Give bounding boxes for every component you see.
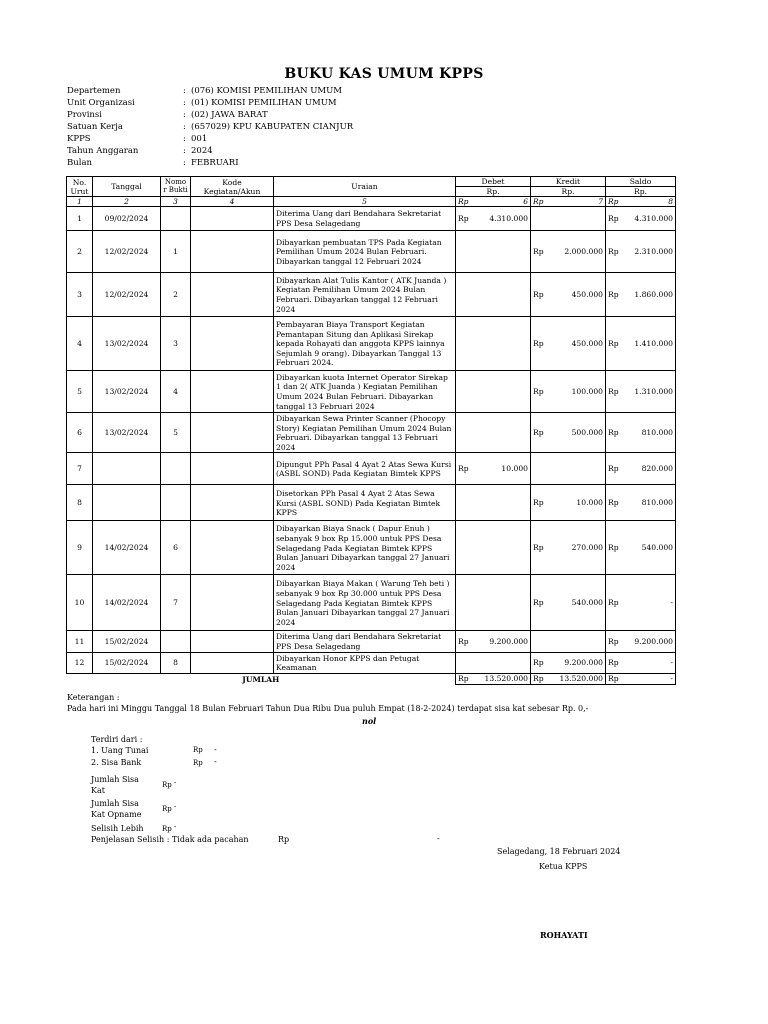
rp-label: Rp [533, 339, 544, 348]
column-number: 5 [274, 197, 456, 207]
total-kredit-value: 13.520.000 [559, 674, 603, 684]
row-no: 4 [67, 317, 93, 371]
header-colon: : [183, 98, 186, 108]
debet-cell [456, 631, 531, 652]
row-date: 14/02/2024 [93, 521, 161, 575]
col-header-debet: Debet [456, 177, 531, 187]
saldo-value: 1.860.000 [634, 290, 673, 299]
col-header-nomor-bukti: Nomo r Bukti [161, 177, 191, 197]
row-date [93, 485, 161, 521]
penjelasan-label: Penjelasan Selisih : Tidak ada pacahan [91, 835, 249, 844]
saldo-cell [606, 652, 676, 673]
rp-label: Rp [533, 674, 544, 684]
row-bukti: 6 [161, 521, 191, 575]
column-number [606, 197, 676, 207]
header-value: 001 [191, 134, 208, 144]
row-no: 10 [67, 575, 93, 631]
document-title: BUKU KAS UMUM KPPS [284, 66, 484, 82]
rp-label: Rp [458, 197, 469, 206]
debet-cell [456, 207, 531, 231]
row-kode [191, 652, 274, 673]
row-bukti: 1 [161, 231, 191, 273]
saldo-value: 1.410.000 [634, 339, 673, 348]
row-kode [191, 231, 274, 273]
kredit-cell [531, 231, 606, 273]
uang-tunai-value: - [214, 745, 217, 754]
row-date: 14/02/2024 [93, 575, 161, 631]
row-no: 12 [67, 652, 93, 673]
row-bukti: 7 [161, 575, 191, 631]
kredit-cell [531, 575, 606, 631]
row-date: 13/02/2024 [93, 317, 161, 371]
row-no: 11 [67, 631, 93, 652]
kredit-cell [531, 453, 606, 485]
col-header-tanggal: Tanggal [93, 177, 161, 197]
saldo-value: 810.000 [641, 498, 673, 508]
col-subheader-kredit-rp: Rp. [531, 187, 606, 197]
total-label: JUMLAH [67, 673, 456, 684]
rp-label: Rp [608, 290, 619, 299]
table-row [67, 207, 676, 231]
column-number-row [67, 197, 676, 207]
debet-value: 4.310.000 [489, 214, 528, 223]
kredit-value: 500.000 [571, 428, 603, 438]
sisa-bank-value: - [214, 757, 217, 766]
row-uraian: Dibayarkan Alat Tulis Kantor ( ATK Juanda ) Kegiatan Pemilihan Umum 2024 Bulan Februari. Dibayarkan tanggal 12 Februari 2024 [274, 273, 456, 317]
total-saldo-cell [606, 673, 676, 684]
table-row [67, 521, 676, 575]
row-kode [191, 575, 274, 631]
total-debet-value: 13.520.000 [484, 674, 528, 684]
debet-cell [456, 273, 531, 317]
row-uraian: Dibayarkan Honor KPPS dan Petugat Keamanan [274, 652, 456, 673]
sisa-bank-rp: Rp [193, 759, 203, 767]
table-row [67, 631, 676, 652]
row-bukti: 8 [161, 652, 191, 673]
penjelasan-value: - [437, 834, 440, 843]
signer-name: ROHAYATI [540, 930, 588, 940]
rp-label: Rp [533, 543, 544, 553]
kredit-value: 540.000 [571, 598, 603, 608]
header-label: Satuan Kerja [67, 122, 123, 132]
rp-label: Rp [608, 197, 619, 206]
row-kode [191, 371, 274, 413]
rp-label: Rp [458, 214, 469, 223]
row-date: 13/02/2024 [93, 413, 161, 453]
saldo-value: 810.000 [641, 428, 673, 438]
kredit-cell [531, 631, 606, 652]
row-uraian: Dibayarkan pembuatan TPS Pada Kegiatan Pemilihan Umum 2024 Bulan Februari. Dibayarkan tanggal 12 Februari 2024 [274, 231, 456, 273]
col-header-uraian: Uraian [274, 177, 456, 197]
saldo-cell [606, 413, 676, 453]
jumlah-sisa-kat-label-1: Jumlah Sisa [91, 775, 139, 784]
rp-label: Rp [458, 674, 469, 684]
terdiri-label: Terdiri dari : [91, 735, 143, 744]
keterangan-text: Pada hari ini Minggu Tanggal 18 Bulan Februari Tahun Dua Ribu Dua puluh Empat (18-2-2024) terdapat sisa kat sebesar Rp. 0,- [67, 704, 589, 713]
row-kode [191, 453, 274, 485]
col-subheader-saldo-rp: Rp. [606, 187, 676, 197]
rp-label: Rp [608, 636, 619, 646]
row-kode [191, 273, 274, 317]
saldo-cell [606, 453, 676, 485]
kredit-cell [531, 371, 606, 413]
debet-cell [456, 521, 531, 575]
row-bukti [161, 485, 191, 521]
penjelasan-rp: Rp [278, 835, 290, 844]
row-uraian: Pembayaran Biaya Transport Kegiatan Pemantapan Situng dan Aplikasi Sirekap kepada Rohayati dan anggota KPPS lainnya Sejumlah 9 orang). Dibayarkan Tanggal 13 Februari 2024. [274, 317, 456, 371]
table-row [67, 453, 676, 485]
table-row [67, 413, 676, 453]
row-no: 9 [67, 521, 93, 575]
rp-label: Rp [608, 464, 619, 474]
row-date: 12/02/2024 [93, 273, 161, 317]
rp-label: Rp [608, 498, 619, 508]
rp-label: Rp [533, 290, 544, 299]
row-uraian: Dipungut PPh Pasal 4 Ayat 2 Atas Sewa Kursi (ASBL SOND) Pada Kegiatan Bimtek KPPS [274, 453, 456, 485]
row-no: 5 [67, 371, 93, 413]
row-bukti [161, 453, 191, 485]
rp-label: Rp [533, 598, 544, 608]
nol-text: nol [362, 716, 377, 726]
debet-cell [456, 317, 531, 371]
saldo-value: 540.000 [641, 543, 673, 553]
saldo-value: 2.310.000 [634, 247, 673, 256]
saldo-cell [606, 575, 676, 631]
row-bukti: 5 [161, 413, 191, 453]
column-number-value: 6 [523, 197, 528, 206]
row-kode [191, 485, 274, 521]
column-number-value: 8 [668, 197, 673, 206]
jumlah-opname-rp: Rp [162, 805, 172, 813]
header-label: KPPS [67, 134, 91, 144]
column-number-value: 7 [598, 197, 603, 206]
row-date: 12/02/2024 [93, 231, 161, 273]
rp-label: Rp [608, 598, 619, 608]
rp-label: Rp [608, 428, 619, 438]
kredit-cell [531, 317, 606, 371]
row-uraian: Dibayarkan Biaya Makan ( Warung Teh beti ) sebanyak 9 box Rp 30.000 untuk PPS Desa Selagedang Pada Kegiatan Bimtek KPPS Bulan Januari Dibayarkan tanggal 27 Januari 2024 [274, 575, 456, 631]
header-colon: : [183, 122, 186, 132]
kredit-value: 100.000 [571, 387, 603, 396]
row-uraian: Dibayarkan Sewa Printer Scanner (Phocopy Story) Kegiatan Pemilihan Umum 2024 Bulan Februari. Dibayarkan tanggal 13 Februari 2024 [274, 413, 456, 453]
total-row [67, 673, 676, 684]
header-label: Departemen [67, 86, 121, 96]
kredit-cell [531, 413, 606, 453]
rp-label: Rp [608, 387, 619, 396]
row-uraian: Diterima Uang dari Bendahara Sekretariat PPS Desa Selagedang [274, 631, 456, 652]
saldo-value: 9.200.000 [634, 636, 673, 646]
uang-tunai-rp: Rp [193, 746, 203, 754]
header-value: (657029) KPU KABUPATEN CIANJUR [191, 122, 354, 132]
column-number: 4 [191, 197, 274, 207]
saldo-cell [606, 631, 676, 652]
table-row [67, 231, 676, 273]
header-label: Bulan [67, 158, 92, 168]
rp-label: Rp [458, 636, 469, 646]
kredit-value: 2.000.000 [564, 247, 603, 256]
kredit-cell [531, 485, 606, 521]
row-no: 1 [67, 207, 93, 231]
kredit-value: 9.200.000 [564, 658, 603, 668]
saldo-value: - [670, 658, 673, 668]
header-label: Provinsi [67, 110, 102, 120]
rp-label: Rp [533, 247, 544, 256]
selisih-value: - [174, 823, 177, 831]
debet-cell [456, 231, 531, 273]
place-date: Selagedang, 18 Februari 2024 [497, 847, 621, 856]
total-debet-cell [456, 673, 531, 684]
header-colon: : [183, 134, 186, 144]
kredit-cell [531, 207, 606, 231]
column-number [531, 197, 606, 207]
header-value: (02) JAWA BARAT [191, 110, 268, 120]
keterangan-label: Keterangan : [67, 693, 120, 702]
row-date: 15/02/2024 [93, 631, 161, 652]
column-number: 3 [161, 197, 191, 207]
row-no: 3 [67, 273, 93, 317]
saldo-cell [606, 317, 676, 371]
saldo-cell [606, 231, 676, 273]
header-value: (076) KOMISI PEMILIHAN UMUM [191, 86, 343, 96]
saldo-cell [606, 273, 676, 317]
ledger-table [66, 176, 676, 685]
rp-label: Rp [608, 674, 619, 684]
kredit-value: 270.000 [571, 543, 603, 553]
row-no: 6 [67, 413, 93, 453]
rp-label: Rp [533, 498, 544, 508]
jumlah-opname-label-1: Jumlah Sisa [91, 799, 139, 808]
table-row [67, 317, 676, 371]
table-row [67, 371, 676, 413]
col-subheader-debet-rp: Rp. [456, 187, 531, 197]
row-bukti [161, 631, 191, 652]
row-no: 2 [67, 231, 93, 273]
saldo-cell [606, 521, 676, 575]
rp-label: Rp [608, 543, 619, 553]
saldo-value: 1.310.000 [634, 387, 673, 396]
kredit-value: 450.000 [571, 339, 603, 348]
saldo-value: - [670, 598, 673, 608]
header-colon: : [183, 86, 186, 96]
row-no: 8 [67, 485, 93, 521]
column-number: 2 [93, 197, 161, 207]
row-date: 13/02/2024 [93, 371, 161, 413]
col-header-kredit: Kredit [531, 177, 606, 187]
row-uraian: Disetorkan PPh Pasal 4 Ayat 2 Atas Sewa Kursi (ASBL SOND) Pada Kegiatan Bimtek KPPS [274, 485, 456, 521]
uang-tunai-label: 1. Uang Tunai [91, 746, 149, 755]
debet-cell [456, 413, 531, 453]
debet-value: 10.000 [501, 464, 528, 474]
row-kode [191, 413, 274, 453]
row-kode [191, 521, 274, 575]
debet-cell [456, 485, 531, 521]
sisa-bank-label: 2. Sisa Bank [91, 758, 142, 767]
selisih-rp: Rp [162, 825, 172, 833]
row-date: 09/02/2024 [93, 207, 161, 231]
rp-label: Rp [608, 339, 619, 348]
jumlah-sisa-kat-rp: Rp [162, 781, 172, 789]
jumlah-opname-label-2: Kat Opname [91, 810, 142, 819]
signer-role: Ketua KPPS [539, 862, 588, 871]
table-row [67, 273, 676, 317]
header-value: 2024 [191, 146, 213, 156]
total-saldo-value: - [670, 674, 673, 684]
selisih-label: Selisih Lebih [91, 824, 144, 833]
col-header-no: No. Urut [67, 177, 93, 197]
saldo-cell [606, 371, 676, 413]
table-row [67, 575, 676, 631]
row-uraian: Dibayarkan Biaya Snack ( Dapur Enuh ) sebanyak 9 box Rp 15.000 untuk PPS Desa Selagedang Pada Kegiatan Bimtek KPPS Bulan Januari Dibayarkan tanggal 27 Januari 2024 [274, 521, 456, 575]
row-date [93, 453, 161, 485]
column-number: 1 [67, 197, 93, 207]
debet-cell [456, 575, 531, 631]
row-uraian: Dibayarkan kuota Internet Operator Sirekap 1 dan 2( ATK Juanda ) Kegiatan Pemilihan Umum 2024 Bulan Februari. Dibayarkan tanggal 13 Februari 2024 [274, 371, 456, 413]
debet-cell [456, 652, 531, 673]
header-colon: : [183, 158, 186, 168]
rp-label: Rp [533, 658, 544, 668]
total-kredit-cell [531, 673, 606, 684]
rp-label: Rp [608, 658, 619, 668]
row-bukti: 2 [161, 273, 191, 317]
row-kode [191, 631, 274, 652]
jumlah-opname-value: - [174, 803, 177, 811]
col-header-saldo: Saldo [606, 177, 676, 187]
row-date: 15/02/2024 [93, 652, 161, 673]
header-label: Unit Organizasi [67, 98, 135, 108]
kredit-cell [531, 521, 606, 575]
table-row [67, 652, 676, 673]
row-bukti [161, 207, 191, 231]
header-label: Tahun Anggaran [67, 146, 139, 156]
row-bukti: 3 [161, 317, 191, 371]
rp-label: Rp [458, 464, 469, 474]
column-number [456, 197, 531, 207]
kredit-value: 450.000 [571, 290, 603, 299]
header-colon: : [183, 146, 186, 156]
jumlah-sisa-kat-label-2: Kat [91, 786, 105, 795]
saldo-value: 4.310.000 [634, 214, 673, 223]
saldo-value: 820.000 [641, 464, 673, 474]
header-value: (01) KOMISI PEMILIHAN UMUM [191, 98, 337, 108]
row-kode [191, 207, 274, 231]
saldo-cell [606, 207, 676, 231]
kredit-value: 10.000 [576, 498, 603, 508]
row-no: 7 [67, 453, 93, 485]
row-uraian: Diterima Uang dari Bendahara Sekretariat PPS Desa Selagedang [274, 207, 456, 231]
kredit-cell [531, 273, 606, 317]
rp-label: Rp [608, 247, 619, 256]
debet-cell [456, 371, 531, 413]
table-row [67, 485, 676, 521]
rp-label: Rp [533, 387, 544, 396]
rp-label: Rp [608, 214, 619, 223]
header-value: FEBRUARI [191, 158, 239, 168]
rp-label: Rp [533, 428, 544, 438]
kredit-cell [531, 652, 606, 673]
jumlah-sisa-kat-value: - [174, 779, 177, 787]
debet-value: 9.200.000 [489, 636, 528, 646]
col-header-kode: Kode Kegiatan/Akun [191, 177, 274, 197]
header-colon: : [183, 110, 186, 120]
saldo-cell [606, 485, 676, 521]
rp-label: Rp [533, 197, 544, 206]
debet-cell [456, 453, 531, 485]
row-kode [191, 317, 274, 371]
row-bukti: 4 [161, 371, 191, 413]
